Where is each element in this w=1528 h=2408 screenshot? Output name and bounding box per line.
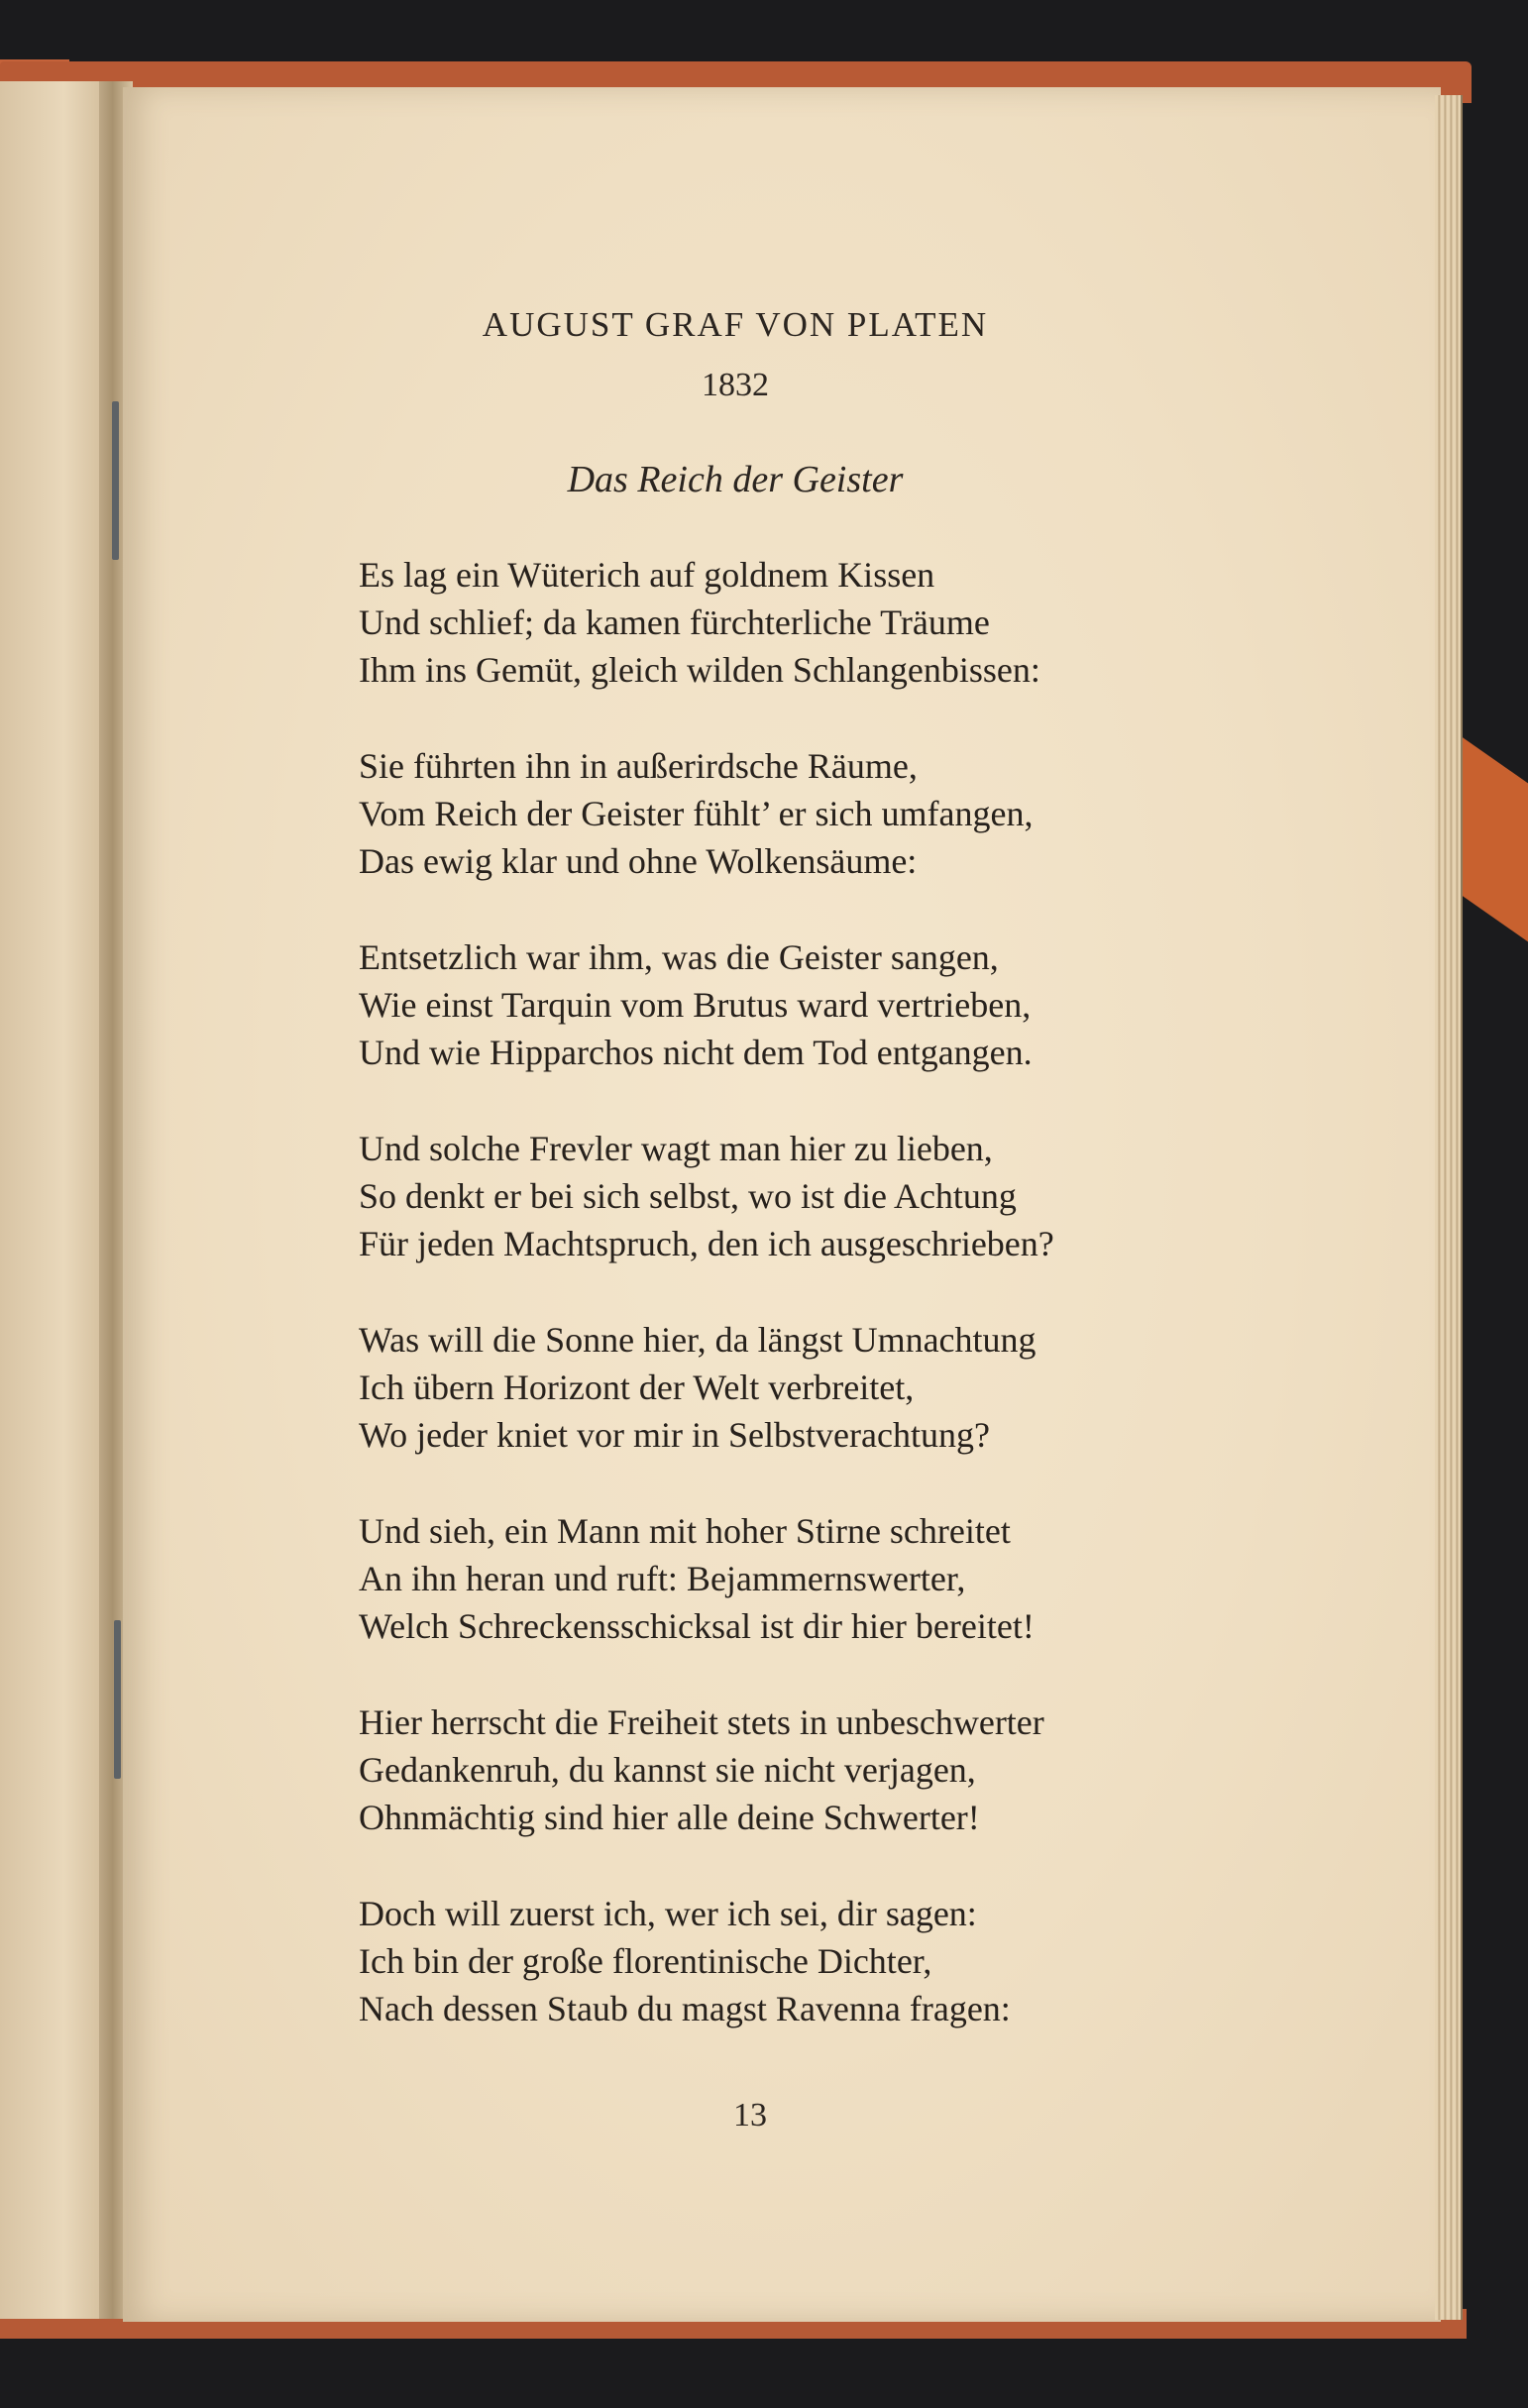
book-cover-corner xyxy=(1457,733,1528,941)
stanza-3 xyxy=(359,933,1350,1076)
author-heading: AUGUST GRAF VON PLATEN xyxy=(482,305,989,344)
poem-line: Das ewig klar und ohne Wolkensäume: xyxy=(359,841,918,881)
poem-line: Ihm ins Gemüt, gleich wilden Schlangenbissen: xyxy=(359,650,1040,690)
page-edges xyxy=(1435,95,1463,2320)
poem-line: Sie führten ihn in außerirdsche Räume, xyxy=(359,746,918,786)
poem-line: Welch Schreckensschicksal ist dir hier bereitet! xyxy=(359,1606,1035,1646)
year-heading: 1832 xyxy=(702,367,769,403)
poem-line: Was will die Sonne hier, da längst Umnachtung xyxy=(359,1320,1037,1360)
poem-line: Und wie Hipparchos nicht dem Tod entgangen. xyxy=(359,1033,1033,1072)
poem-line: Und solche Frevler wagt man hier zu lieben, xyxy=(359,1129,993,1168)
poem-line: Doch will zuerst ich, wer ich sei, dir sagen: xyxy=(359,1894,977,1933)
stanza-5 xyxy=(359,1316,1350,1459)
poem-line: An ihn heran und ruft: Bejammernswerter, xyxy=(359,1559,966,1598)
poem-line: Nach dessen Staub du magst Ravenna fragen: xyxy=(359,1989,1011,2028)
poem-line: Gedankenruh, du kannst sie nicht verjagen, xyxy=(359,1750,976,1790)
poem-title: Das Reich der Geister xyxy=(567,459,904,500)
stanza-7 xyxy=(359,1698,1350,1841)
poem-line: Und schlief; da kamen fürchterliche Träume xyxy=(359,602,990,642)
stanza-6 xyxy=(359,1507,1350,1650)
stanza-8 xyxy=(359,1890,1350,2032)
poem-line: Wo jeder kniet vor mir in Selbstverachtung? xyxy=(359,1415,990,1455)
poem-line: Ich bin der große florentinische Dichter, xyxy=(359,1941,932,1981)
poem-line: Ohnmächtig sind hier alle deine Schwerter! xyxy=(359,1798,980,1837)
poem-body xyxy=(359,551,1350,2081)
poem-line: Ich übern Horizont der Welt verbreitet, xyxy=(359,1368,915,1407)
page-number: 13 xyxy=(733,2097,767,2134)
poem-line: Wie einst Tarquin vom Brutus ward vertrieben, xyxy=(359,985,1032,1025)
poem-line: Und sieh, ein Mann mit hoher Stirne schreitet xyxy=(359,1511,1011,1551)
poem-line: Für jeden Machtspruch, den ich ausgeschrieben? xyxy=(359,1224,1054,1263)
poem-line: Vom Reich der Geister fühlt’ er sich umfangen, xyxy=(359,794,1034,833)
staple-bottom xyxy=(114,1620,121,1779)
poem-line: Entsetzlich war ihm, was die Geister sangen, xyxy=(359,937,999,977)
poem-line: Hier herrscht die Freiheit stets in unbeschwerter xyxy=(359,1702,1044,1742)
staple-top xyxy=(112,401,119,560)
poem-line: So denkt er bei sich selbst, wo ist die Achtung xyxy=(359,1176,1017,1216)
stanza-2 xyxy=(359,742,1350,885)
stanza-4 xyxy=(359,1125,1350,1267)
poem-line: Es lag ein Wüterich auf goldnem Kissen xyxy=(359,555,935,595)
stanza-1 xyxy=(359,551,1350,694)
